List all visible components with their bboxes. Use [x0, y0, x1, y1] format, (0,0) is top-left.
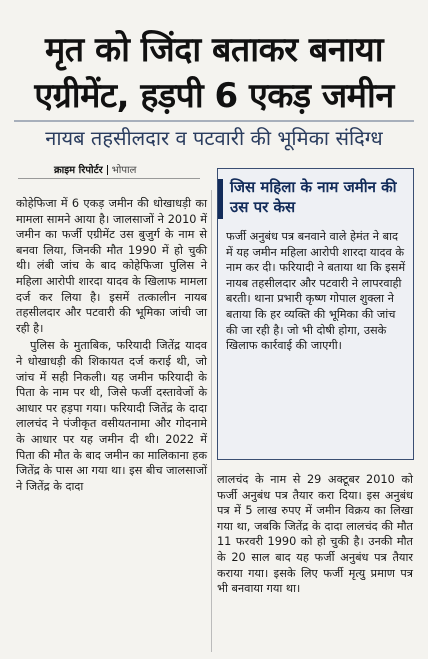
article-column-right	[217, 472, 413, 599]
subheadline: नायब तहसीलदार व पटवारी की भूमिका संदिग्ध	[45, 126, 383, 150]
column-divider	[211, 190, 212, 652]
article-paragraph: कोहेफिजा में 6 एकड़ जमीन की धोखाधड़ी का मामला सामने आया है। जालसाजों ने 2010 में जमीन का फर्जी एग्रीमेंट उस बुजुर्ग के नाम से बनवा लिया, जिनकी मौत 1990 में हो चुकी थी। लंबी जांच के बाद कोहेफिजा पुलिस ने महिला आरोपी शारदा यादव के खिलाफ मामला दर्ज कर लिया है। इसमें तत्कालीन नायब तहसीलदार और पटवारी की भूमिका जांची जा रही है।	[16, 197, 207, 335]
sidebar-box-text: फर्जी अनुबंध पत्र बनवाने वाले हेमंत ने बाद में यह जमीन महिला आरोपी शारदा यादव के नाम कर दी। फरियादी ने बताया था कि इसमें नायब तहसीलदार और पटवारी ने लापरवाही बरती। थाना प्रभारी कृष्ण गोपाल शुक्ला ने बताया कि हर व्यक्ति की भूमिका की जांच की जा रही है। जो भी दोषी होगा, उसके खिलाफ कार्रवाई की जाएगी।	[226, 230, 406, 353]
byline	[54, 162, 136, 176]
byline-author: क्राइम रिपोर्टर	[54, 165, 103, 176]
byline-rule	[18, 178, 200, 179]
headline-rule	[14, 120, 414, 122]
headline-line-1: मृत को जिंदा बताकर बनाया	[44, 30, 384, 70]
headline-line-2: एग्रीमेंट, हड़पी 6 एकड़ जमीन	[34, 76, 394, 116]
sidebar-box	[217, 168, 414, 460]
byline-separator	[107, 165, 108, 175]
article-paragraph: पुलिस के मुताबिक, फरियादी जितेंद्र यादव ने धोखाधड़ी की शिकायत दर्ज कराई थी, जो जांच में सही निकली। यह जमीन फरियादी के पिता के नाम पर थी, जिसे फर्जी दस्तावेजों के आधार पर हड़पा गया। फरियादी जितेंद्र के दादा लालचंद ने पंजीकृत वसीयतनामा और गोदनामे के आधार पर यह जमीन दी थी। 2022 में पिता की मौत के बाद जमीन का मालिकाना हक जितेंद्र के पास आ गया था। इस बीच जालसाजों ने जितेंद्र के दादा	[16, 339, 207, 493]
byline-location: भोपाल	[111, 165, 137, 176]
sidebar-box-accent	[218, 179, 223, 219]
article-paragraph: लालचंद के नाम से 29 अक्टूबर 2010 को फर्जी अनुबंध पत्र तैयार करा दिया। इस अनुबंध पत्र में 5 लाख रुपए में जमीन विक्रय का लिखा गया था, जबकि जितेंद्र के दादा लालचंद की मौत 11 फरवरी 1990 को हो चुकी है। उनकी मौत के 20 साल बाद यह फर्जी अनुबंध पत्र तैयार कराया गया। इसके लिए फर्जी मृत्यु प्रमाण पत्र भी बनवाया गया था।	[217, 473, 413, 596]
article-column-left	[16, 196, 207, 496]
sidebar-box-title: जिस महिला के नाम जमीन की उस पर केस	[230, 178, 397, 216]
